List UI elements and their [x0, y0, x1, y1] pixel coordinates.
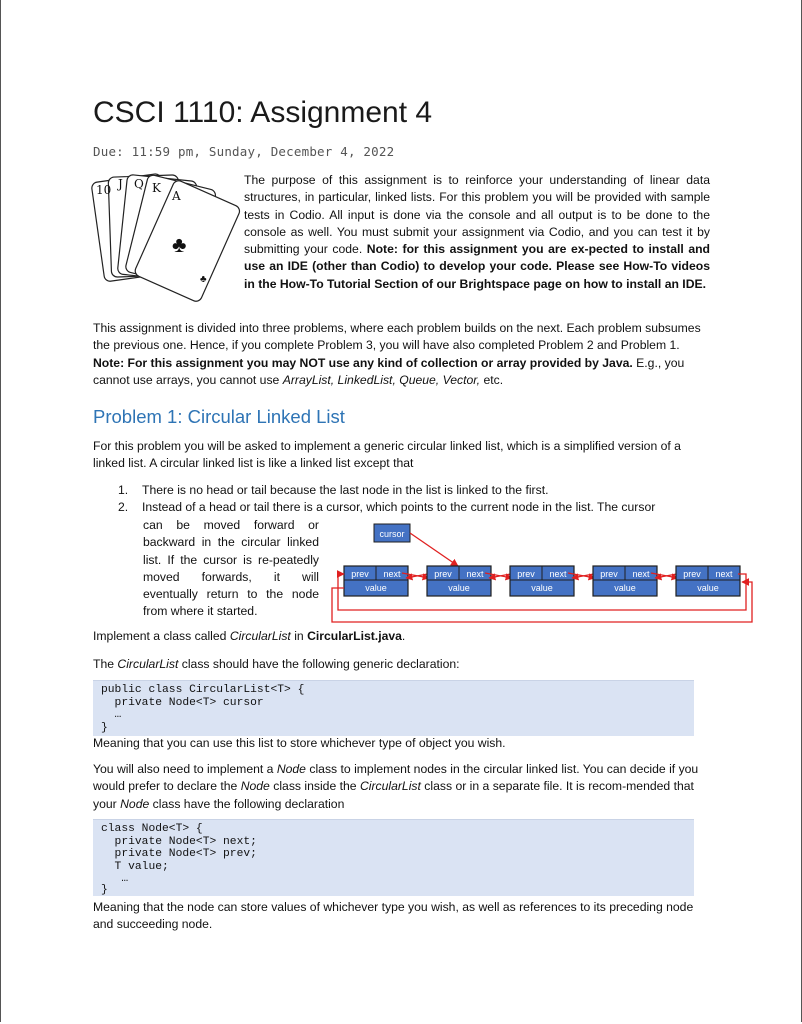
due-date: Due: 11:59 pm, Sunday, December 4, 2022	[93, 144, 395, 159]
decl-class: CircularList	[117, 657, 179, 671]
code-line: …	[101, 709, 122, 721]
code-line: private Node<T> cursor	[101, 696, 264, 709]
list-item-continuation: can be moved forward or backward in the circular linked list. If the cursor is re-peatedly moved forwards, it will eventually return to the node from where it started.	[143, 518, 319, 619]
circular-list-diagram	[330, 522, 760, 632]
node-next-label: next	[632, 569, 650, 579]
impl-file: CircularList.java	[307, 629, 402, 643]
node-prev-label: prev	[683, 569, 701, 579]
p3-node: Node	[120, 796, 150, 811]
p3-c: class inside the	[273, 779, 357, 794]
p3-e: class have the following declaration	[152, 796, 345, 811]
node-value-label: value	[531, 583, 553, 593]
node-next-label: next	[383, 569, 401, 579]
list-node	[510, 566, 574, 596]
list-item-number: 1.	[118, 483, 129, 497]
overview-paragraph	[93, 320, 710, 389]
club-pip-icon: ♣	[172, 232, 187, 257]
node-next-label: next	[466, 569, 484, 579]
p3-b: class to implement nodes in the circular linked list. You can decide if you would prefer to declare the	[93, 762, 699, 794]
overview-eg-suffix: etc.	[483, 372, 504, 387]
overview-eg-items: ArrayList, LinkedList, Queue, Vector,	[282, 372, 481, 387]
code-line: class Node<T> {	[101, 823, 203, 835]
list-node	[344, 566, 408, 596]
cursor-label: cursor	[379, 529, 405, 539]
list-item-text: Instead of a head or tail there is a cursor, which points to the current node in the list. The cursor	[142, 500, 656, 515]
declaration-paragraph	[93, 656, 710, 673]
list-item-text: There is no head or tail because the last node in the list is linked to the first.	[142, 483, 549, 497]
card-rank-q: Q	[134, 177, 144, 191]
intro-note: Note: for this assignment you are ex-pected to install and use an IDE (other than Codio) to develop your code. Please see How-To videos in the How-To Tutorial Section of our Brightspace page on how to install an IDE.	[244, 242, 710, 291]
impl-suffix: .	[401, 629, 406, 643]
node-value-label: value	[697, 583, 719, 593]
node-next-label: next	[715, 569, 733, 579]
code-line: …	[101, 873, 129, 885]
node-prev-label: prev	[517, 569, 535, 579]
intro-paragraph	[244, 172, 710, 293]
nodes-layer	[344, 566, 740, 596]
impl-in: in	[294, 629, 304, 643]
playing-cards-icon	[90, 170, 250, 310]
p3-a: You will also need to implement a	[93, 762, 274, 776]
overview-eg: E.g., you cannot use arrays, you cannot use	[93, 355, 685, 387]
code-line: private Node<T> prev;	[101, 848, 257, 860]
page-title: CSCI 1110: Assignment 4	[93, 96, 433, 129]
code-line: public class CircularList<T> {	[101, 684, 305, 696]
node-prev-label: prev	[351, 569, 369, 579]
p3-node: Node	[276, 762, 306, 776]
p3-d: class or in a separate file. It is recom-mended that your	[93, 779, 694, 811]
code-block-circularlist	[93, 680, 694, 736]
overview-note: Note: For this assignment you may NOT use any kind of collection or array provided by Java.	[93, 355, 633, 370]
decl-suffix: class should have the following generic declaration:	[181, 657, 460, 671]
impl-prefix: Implement a class called	[93, 629, 227, 643]
node-next-label: next	[549, 569, 567, 579]
cursor-arrow	[410, 533, 458, 566]
club-pip-small-icon: ♣	[200, 274, 207, 285]
p3-class: CircularList	[359, 779, 421, 794]
node-prev-label: prev	[600, 569, 618, 579]
list-node	[593, 566, 657, 596]
node-value-label: value	[365, 583, 387, 593]
node-prev-label: prev	[434, 569, 452, 579]
list-item-number: 2.	[118, 500, 129, 515]
problem1-list	[118, 482, 710, 517]
intro-text: The purpose of this assignment is to reinforce your understanding of linear data structures, in particular, linked lists. For this problem you will be provided with sample tests in Codio. All input is done via the console and all output is to be done to the console as well. You must submit your assignment via Codio, and you can test it by submitting your code.	[244, 173, 710, 257]
p3-node: Node	[240, 779, 270, 794]
overview-text: This assignment is divided into three problems, where each problem builds on the next. Each problem subsumes the previous one. Hence, if you complete Problem 3, you will have also completed Problem 2 and Problem 1.	[93, 321, 701, 353]
node-value-label: value	[448, 583, 470, 593]
code-close-brace: }	[101, 884, 108, 896]
list-item	[118, 482, 710, 499]
card-rank-10: 10	[96, 183, 112, 197]
card-rank-k: K	[152, 181, 161, 195]
meaning-paragraph-2: Meaning that the node can store values of whichever type you wish, as well as references to its preceding node and succeeding node.	[93, 900, 694, 932]
code-block-node	[93, 819, 694, 896]
code-line: private Node<T> next;	[101, 835, 257, 848]
problem1-heading: Problem 1: Circular Linked List	[93, 406, 345, 427]
problem1-intro: For this problem you will be asked to implement a generic circular linked list, which is a simplified version of a linked list. A circular linked list is like a linked list except that	[93, 439, 681, 471]
code-close-brace: }	[101, 722, 108, 734]
card-rank-a: A	[172, 189, 181, 203]
impl-class: CircularList	[229, 629, 291, 643]
meaning-paragraph-1: Meaning that you can use this list to store whichever type of object you wish.	[93, 736, 506, 750]
card-rank-j: J	[118, 177, 123, 191]
list-item	[118, 499, 710, 516]
decl-prefix: The	[93, 657, 115, 671]
node-paragraph	[93, 761, 710, 813]
list-node	[676, 566, 740, 596]
code-line: T value;	[101, 860, 169, 873]
implement-paragraph	[93, 628, 710, 645]
node-value-label: value	[614, 583, 636, 593]
list-node	[427, 566, 491, 596]
